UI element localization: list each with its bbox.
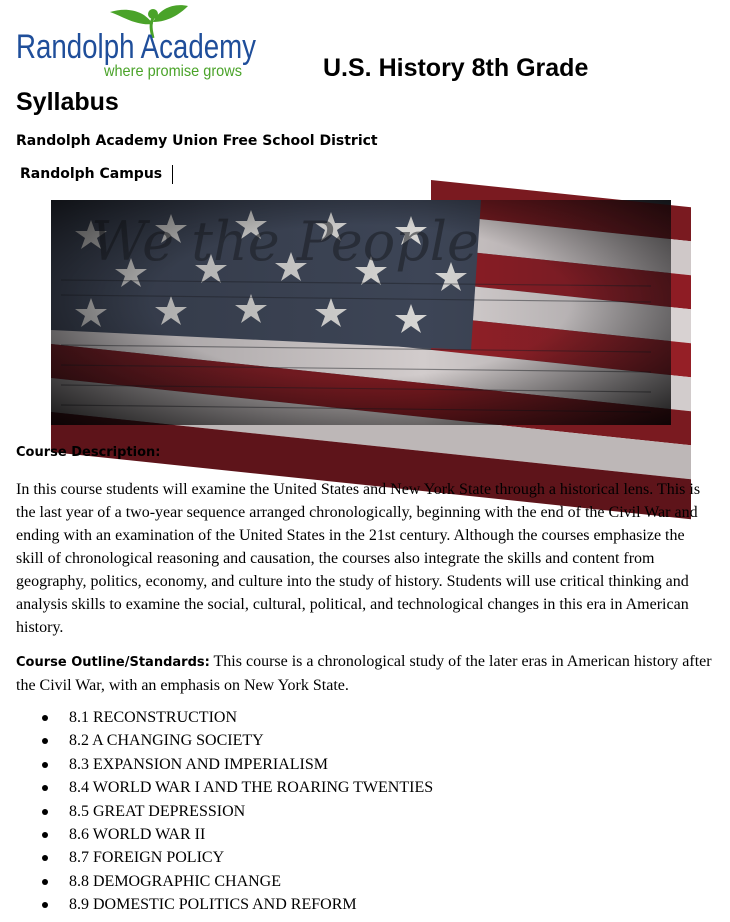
bullet-icon bbox=[42, 715, 48, 721]
bullet-icon bbox=[42, 785, 48, 791]
syllabus-heading: Syllabus bbox=[16, 88, 119, 116]
list-item-label: 8.4 WORLD WAR I AND THE ROARING TWENTIES bbox=[69, 779, 434, 797]
list-item bbox=[42, 800, 433, 823]
bullet-icon bbox=[42, 809, 48, 815]
district-name: Randolph Academy Union Free School District bbox=[16, 133, 378, 149]
course-description-text: In this course students will examine the United States and New York State through a historical lens. This is the last year of a two-year sequence arranged chronologically, beginning with the end of the Civil War and ending with an examination of the United States in the 21st century. Although the courses emphasize the skill of chronological reasoning and causation, the courses also integrate the skills and content from geography, politics, economy, and culture into the study of history. Students will use critical thinking and analysis skills to examine the social, cultural, political, and technological changes in this era in American history. bbox=[16, 481, 701, 636]
list-item-label: 8.3 EXPANSION AND IMPERIALISM bbox=[69, 755, 328, 773]
list-item bbox=[42, 706, 433, 729]
list-item bbox=[42, 729, 433, 752]
logo-wordmark: Randolph Academy bbox=[16, 28, 256, 66]
list-item bbox=[42, 753, 433, 776]
list-item bbox=[42, 893, 433, 916]
logo-tagline: where promise grows bbox=[103, 63, 243, 80]
list-item-label: 8.2 A CHANGING SOCIETY bbox=[69, 732, 264, 750]
list-item-label: 8.1 RECONSTRUCTION bbox=[69, 709, 238, 726]
course-outline-heading: Course Outline/Standards: bbox=[16, 655, 210, 670]
list-item-label: 8.5 GREAT DEPRESSION bbox=[69, 802, 246, 820]
flag-banner-image bbox=[51, 200, 671, 425]
bullet-icon bbox=[42, 738, 48, 744]
list-item-label: 8.9 DOMESTIC POLITICS AND REFORM bbox=[69, 896, 357, 914]
bullet-icon bbox=[42, 832, 48, 838]
course-title: U.S. History 8th Grade bbox=[323, 54, 589, 82]
list-item bbox=[42, 823, 433, 846]
course-outline bbox=[16, 650, 716, 697]
list-item-label: 8.7 FOREIGN POLICY bbox=[69, 849, 225, 867]
list-item-label: 8.6 WORLD WAR II bbox=[69, 825, 206, 843]
list-item bbox=[42, 870, 433, 893]
list-item-label: 8.8 DEMOGRAPHIC CHANGE bbox=[69, 872, 282, 890]
text-cursor bbox=[172, 165, 173, 184]
course-description-heading: Course Description: bbox=[16, 445, 161, 460]
bullet-icon bbox=[42, 855, 48, 861]
bullet-icon bbox=[42, 762, 48, 768]
bullet-icon bbox=[42, 902, 48, 908]
list-item bbox=[42, 776, 433, 799]
course-outline-text: This course is a chronological study of the later eras in American history after the Civil War, with an emphasis on New York State. bbox=[16, 653, 712, 694]
randolph-academy-logo bbox=[14, 4, 264, 82]
bullet-icon bbox=[42, 879, 48, 885]
list-item bbox=[42, 846, 433, 869]
standards-list bbox=[42, 706, 433, 917]
campus-name: Randolph Campus bbox=[20, 166, 163, 182]
